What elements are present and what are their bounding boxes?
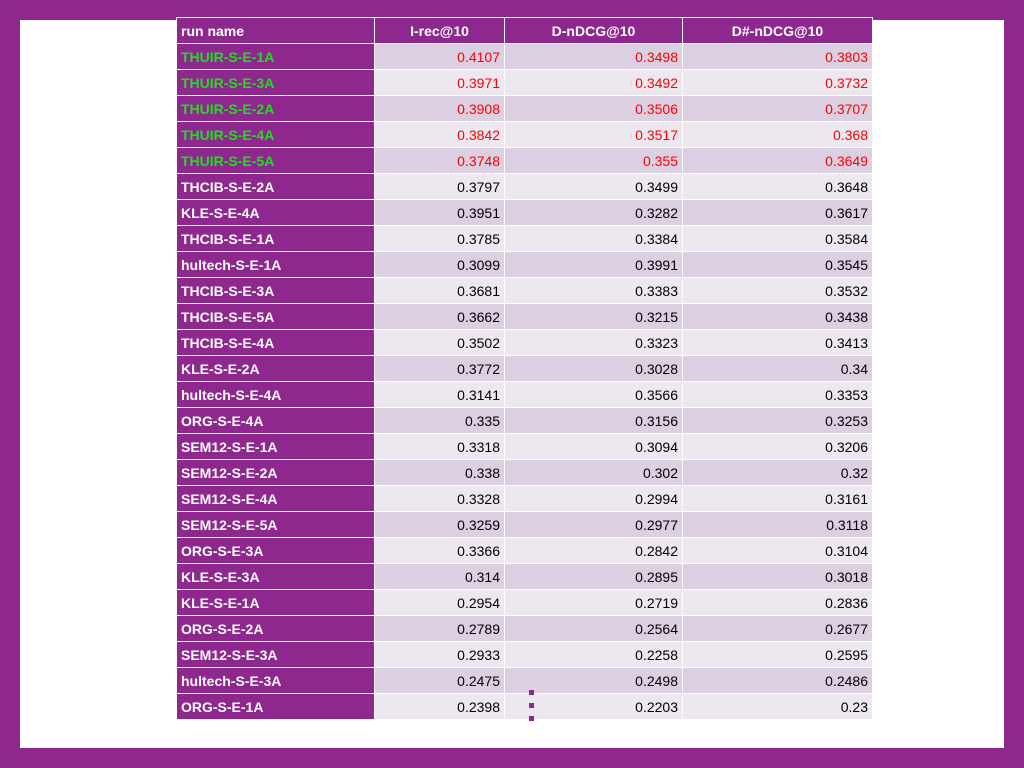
run-name-cell: ORG-S-E-4A (177, 408, 375, 434)
table-row (177, 122, 873, 148)
d-ndcg-cell: 0.3215 (505, 304, 683, 330)
slide (20, 20, 1004, 748)
d-ndcg-cell: 0.355 (505, 148, 683, 174)
table-row (177, 278, 873, 304)
d-ndcg-cell: 0.3499 (505, 174, 683, 200)
table-row (177, 356, 873, 382)
table-body (177, 44, 873, 720)
i-rec-cell: 0.3908 (375, 96, 505, 122)
d-ndcg-cell: 0.302 (505, 460, 683, 486)
d-ndcg-cell: 0.2994 (505, 486, 683, 512)
run-name-cell: ORG-S-E-1A (177, 694, 375, 720)
table-row (177, 668, 873, 694)
i-rec-cell: 0.2475 (375, 668, 505, 694)
table-row (177, 538, 873, 564)
d-ndcg-cell: 0.3384 (505, 226, 683, 252)
dsharp-ndcg-cell: 0.3617 (683, 200, 873, 226)
d-ndcg-cell: 0.3991 (505, 252, 683, 278)
run-name-cell: KLE-S-E-3A (177, 564, 375, 590)
i-rec-cell: 0.314 (375, 564, 505, 590)
d-ndcg-cell: 0.3506 (505, 96, 683, 122)
run-name-cell: THCIB-S-E-4A (177, 330, 375, 356)
i-rec-cell: 0.2789 (375, 616, 505, 642)
table-row (177, 304, 873, 330)
dsharp-ndcg-cell: 0.3532 (683, 278, 873, 304)
i-rec-cell: 0.3681 (375, 278, 505, 304)
d-ndcg-cell: 0.2498 (505, 668, 683, 694)
run-name-cell: hultech-S-E-3A (177, 668, 375, 694)
run-name-cell: THCIB-S-E-3A (177, 278, 375, 304)
run-name-cell: THUIR-S-E-2A (177, 96, 375, 122)
dsharp-ndcg-cell: 0.3018 (683, 564, 873, 590)
d-ndcg-cell: 0.3517 (505, 122, 683, 148)
dsharp-ndcg-cell: 0.2595 (683, 642, 873, 668)
run-name-cell: THCIB-S-E-1A (177, 226, 375, 252)
dsharp-ndcg-cell: 0.3707 (683, 96, 873, 122)
d-ndcg-cell: 0.2564 (505, 616, 683, 642)
i-rec-cell: 0.3259 (375, 512, 505, 538)
table-row (177, 200, 873, 226)
i-rec-cell: 0.3772 (375, 356, 505, 382)
run-name-cell: THUIR-S-E-1A (177, 44, 375, 70)
run-name-cell: SEM12-S-E-5A (177, 512, 375, 538)
dsharp-ndcg-cell: 0.3118 (683, 512, 873, 538)
i-rec-cell: 0.335 (375, 408, 505, 434)
table-row (177, 44, 873, 70)
i-rec-cell: 0.3971 (375, 70, 505, 96)
d-ndcg-cell: 0.3566 (505, 382, 683, 408)
d-ndcg-cell: 0.3282 (505, 200, 683, 226)
d-ndcg-cell: 0.3323 (505, 330, 683, 356)
run-name-cell: THUIR-S-E-5A (177, 148, 375, 174)
dsharp-ndcg-cell: 0.3413 (683, 330, 873, 356)
run-name-cell: SEM12-S-E-2A (177, 460, 375, 486)
dsharp-ndcg-cell: 0.2486 (683, 668, 873, 694)
table-row (177, 96, 873, 122)
dsharp-ndcg-cell: 0.3438 (683, 304, 873, 330)
header-row (177, 18, 873, 44)
table-row (177, 460, 873, 486)
i-rec-cell: 0.3502 (375, 330, 505, 356)
dsharp-ndcg-cell: 0.3803 (683, 44, 873, 70)
table-row (177, 382, 873, 408)
column-header-i-rec: I-rec@10 (375, 18, 505, 44)
run-name-cell: hultech-S-E-1A (177, 252, 375, 278)
table-row (177, 408, 873, 434)
dsharp-ndcg-cell: 0.3104 (683, 538, 873, 564)
d-ndcg-cell: 0.2977 (505, 512, 683, 538)
i-rec-cell: 0.3141 (375, 382, 505, 408)
dsharp-ndcg-cell: 0.2677 (683, 616, 873, 642)
run-name-cell: KLE-S-E-1A (177, 590, 375, 616)
run-name-cell: SEM12-S-E-3A (177, 642, 375, 668)
run-name-cell: THCIB-S-E-2A (177, 174, 375, 200)
table-row (177, 434, 873, 460)
vertical-ellipsis-icon (529, 690, 535, 729)
dsharp-ndcg-cell: 0.3649 (683, 148, 873, 174)
i-rec-cell: 0.3748 (375, 148, 505, 174)
column-header-dsharp-ndcg: D#-nDCG@10 (683, 18, 873, 44)
dsharp-ndcg-cell: 0.3584 (683, 226, 873, 252)
dsharp-ndcg-cell: 0.3648 (683, 174, 873, 200)
d-ndcg-cell: 0.3383 (505, 278, 683, 304)
i-rec-cell: 0.3842 (375, 122, 505, 148)
i-rec-cell: 0.3662 (375, 304, 505, 330)
dsharp-ndcg-cell: 0.3353 (683, 382, 873, 408)
table-row (177, 174, 873, 200)
column-header-d-ndcg: D-nDCG@10 (505, 18, 683, 44)
dsharp-ndcg-cell: 0.34 (683, 356, 873, 382)
i-rec-cell: 0.3099 (375, 252, 505, 278)
table-row (177, 226, 873, 252)
d-ndcg-cell: 0.2719 (505, 590, 683, 616)
run-name-cell: hultech-S-E-4A (177, 382, 375, 408)
i-rec-cell: 0.3318 (375, 434, 505, 460)
table-row (177, 148, 873, 174)
dsharp-ndcg-cell: 0.3732 (683, 70, 873, 96)
i-rec-cell: 0.3785 (375, 226, 505, 252)
run-name-cell: KLE-S-E-4A (177, 200, 375, 226)
d-ndcg-cell: 0.3028 (505, 356, 683, 382)
i-rec-cell: 0.3951 (375, 200, 505, 226)
run-name-cell: THUIR-S-E-3A (177, 70, 375, 96)
dsharp-ndcg-cell: 0.32 (683, 460, 873, 486)
run-name-cell: THCIB-S-E-5A (177, 304, 375, 330)
table-row (177, 590, 873, 616)
table-row (177, 70, 873, 96)
table-row (177, 564, 873, 590)
column-header-run-name: run name (177, 18, 375, 44)
dsharp-ndcg-cell: 0.3161 (683, 486, 873, 512)
run-name-cell: KLE-S-E-2A (177, 356, 375, 382)
i-rec-cell: 0.3328 (375, 486, 505, 512)
dsharp-ndcg-cell: 0.3545 (683, 252, 873, 278)
d-ndcg-cell: 0.2842 (505, 538, 683, 564)
dsharp-ndcg-cell: 0.3253 (683, 408, 873, 434)
table-row (177, 486, 873, 512)
i-rec-cell: 0.2933 (375, 642, 505, 668)
results-table (176, 17, 873, 720)
table-row (177, 330, 873, 356)
i-rec-cell: 0.3797 (375, 174, 505, 200)
i-rec-cell: 0.2398 (375, 694, 505, 720)
d-ndcg-cell: 0.2895 (505, 564, 683, 590)
run-name-cell: THUIR-S-E-4A (177, 122, 375, 148)
dsharp-ndcg-cell: 0.368 (683, 122, 873, 148)
run-name-cell: ORG-S-E-3A (177, 538, 375, 564)
d-ndcg-cell: 0.3094 (505, 434, 683, 460)
d-ndcg-cell: 0.2203 (505, 694, 683, 720)
d-ndcg-cell: 0.3156 (505, 408, 683, 434)
table-row (177, 512, 873, 538)
table-row (177, 252, 873, 278)
dsharp-ndcg-cell: 0.3206 (683, 434, 873, 460)
i-rec-cell: 0.4107 (375, 44, 505, 70)
run-name-cell: SEM12-S-E-1A (177, 434, 375, 460)
run-name-cell: SEM12-S-E-4A (177, 486, 375, 512)
run-name-cell: ORG-S-E-2A (177, 616, 375, 642)
d-ndcg-cell: 0.3492 (505, 70, 683, 96)
d-ndcg-cell: 0.2258 (505, 642, 683, 668)
table-row (177, 642, 873, 668)
dsharp-ndcg-cell: 0.2836 (683, 590, 873, 616)
i-rec-cell: 0.338 (375, 460, 505, 486)
d-ndcg-cell: 0.3498 (505, 44, 683, 70)
table-row (177, 694, 873, 720)
dsharp-ndcg-cell: 0.23 (683, 694, 873, 720)
i-rec-cell: 0.2954 (375, 590, 505, 616)
table-row (177, 616, 873, 642)
i-rec-cell: 0.3366 (375, 538, 505, 564)
